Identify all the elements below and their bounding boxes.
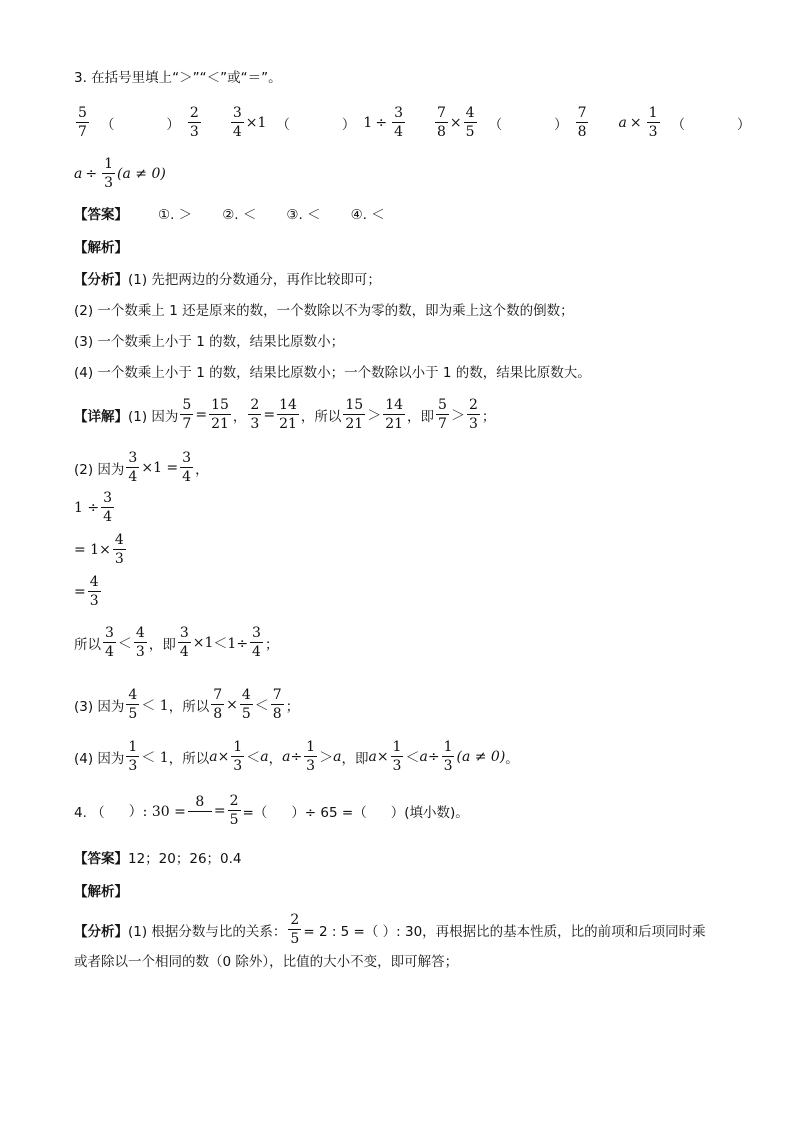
jiexi-tag: 【解析】	[74, 240, 128, 256]
text: (2) 因为	[74, 461, 125, 478]
num: 3	[105, 625, 114, 641]
den: 4	[103, 509, 113, 525]
num: 3	[103, 490, 113, 506]
paren-open: （	[671, 116, 685, 133]
den: 5	[465, 124, 475, 140]
num: 14	[385, 397, 404, 413]
frac	[134, 626, 147, 659]
frac	[211, 688, 224, 721]
var-a: a	[333, 748, 342, 765]
text: ＞	[319, 749, 334, 766]
frac	[240, 688, 253, 721]
fenxi-tag: 【分析】	[74, 923, 128, 940]
q3-fenxi-4	[74, 361, 591, 381]
answer-tag: 【答案】	[74, 207, 128, 223]
text: ＜ 1	[141, 749, 169, 766]
lt: ＜	[117, 635, 132, 652]
text: ；	[285, 698, 300, 715]
q3-title-text: 3. 在括号里填上“＞”“＜”或“＝”。	[74, 70, 282, 86]
text: ）(填小数)。	[390, 804, 469, 821]
den: 4	[128, 469, 138, 485]
frac	[101, 491, 114, 524]
num: 2	[189, 105, 199, 121]
question-4	[74, 794, 469, 827]
num: 7	[436, 105, 446, 121]
frac-1-3	[647, 106, 660, 139]
answer-tag: 【答案】	[74, 851, 128, 867]
text: ；	[264, 636, 279, 653]
eq: =	[263, 406, 276, 423]
text: (1) 根据分数与比的关系：	[128, 923, 287, 940]
frac	[113, 533, 126, 566]
var-a: a	[209, 748, 218, 765]
den: 5	[128, 706, 138, 722]
text: ÷	[290, 748, 303, 765]
text: 4. （	[74, 804, 105, 821]
paren-open: （	[488, 116, 503, 133]
num: 8	[195, 793, 205, 810]
den: 3	[89, 593, 99, 609]
text: (3) 因为	[74, 698, 125, 715]
text: = 1×	[74, 541, 111, 558]
den: 21	[385, 416, 404, 432]
q3-fenxi-2	[74, 299, 574, 319]
text: 或者除以一个相同的数（0 除外），比值的大小不变，即可解答；	[74, 954, 459, 970]
var-a: a	[74, 165, 83, 182]
paren-open: （	[100, 116, 115, 133]
den: 3	[250, 416, 260, 432]
den: 21	[211, 416, 229, 432]
q4-jiexi	[74, 880, 128, 900]
text: ＜	[246, 749, 261, 766]
num: 3	[128, 450, 138, 466]
frac-5-7	[76, 106, 89, 139]
num: 1	[128, 739, 138, 755]
text: ÷	[427, 748, 440, 765]
den: 7	[438, 416, 447, 432]
den: 3	[392, 758, 402, 774]
num: 1	[443, 739, 453, 755]
frac	[250, 626, 263, 659]
frac	[88, 575, 101, 608]
var-a: a	[618, 114, 627, 131]
num: 4	[135, 625, 145, 641]
var-a: a	[368, 748, 377, 765]
num: 2	[290, 912, 300, 928]
text: ×	[226, 696, 238, 713]
den: 3	[648, 124, 658, 140]
text: ；	[481, 408, 496, 425]
text: ×1 =	[141, 459, 179, 476]
text: ，即	[341, 750, 369, 767]
var-a: a	[419, 748, 428, 765]
den: 8	[436, 124, 446, 140]
den-blank[interactable]	[188, 811, 212, 827]
den: 3	[114, 551, 124, 567]
den: 3	[443, 758, 453, 774]
text: 1 ÷	[74, 499, 100, 516]
frac-3-4	[231, 106, 244, 139]
q3-detail-2-step1	[74, 491, 116, 524]
text: = 2 : 5 =（ ）: 30，再根据比的基本性质，比的前项和后项同时乘	[303, 923, 706, 940]
num: 4	[89, 574, 99, 590]
text: ＜1÷	[213, 635, 249, 652]
q4-answer-line	[74, 847, 242, 867]
num: 1	[392, 739, 402, 755]
den: 8	[272, 706, 282, 722]
text: ×1	[192, 634, 214, 651]
frac-1-3	[102, 157, 115, 190]
q3-jiexi	[74, 236, 128, 256]
var-a: a	[282, 748, 291, 765]
den: 3	[135, 644, 145, 660]
paren-open: （	[276, 116, 290, 133]
den: 5	[241, 706, 251, 722]
den: 21	[279, 416, 297, 432]
q4-fenxi-1	[74, 913, 706, 946]
q3-detail-2-step2	[74, 533, 128, 566]
den: 4	[182, 469, 192, 485]
one: 1	[363, 114, 373, 131]
fenxi-text: (1) 先把两边的分数通分，再作比较即可；	[128, 272, 381, 288]
num: 1	[233, 739, 243, 755]
frac	[180, 451, 193, 484]
var-a: a	[260, 748, 269, 765]
num: 7	[272, 687, 282, 703]
text: (4) 因为	[74, 750, 125, 767]
q3-detail-3	[74, 688, 299, 721]
text: ）: 30 =	[128, 803, 186, 820]
text: 。	[505, 750, 519, 767]
text: ，	[195, 461, 209, 478]
den: 8	[577, 124, 587, 140]
times-sign: ×	[449, 114, 462, 131]
fenxi-text: (4) 一个数乘上小于 1 的数，结果比原数小；一个数除以小于 1 的数，结果比原数大。	[74, 365, 591, 381]
frac	[180, 398, 193, 431]
den: 3	[104, 175, 114, 191]
frac	[178, 626, 191, 659]
text: =	[213, 802, 226, 819]
frac	[209, 398, 231, 431]
den: 4	[394, 124, 403, 140]
paren-close: ）	[737, 116, 751, 133]
text: (1) 因为	[128, 408, 179, 425]
text: ，即	[407, 408, 435, 425]
text: ＜	[254, 697, 269, 714]
text: ，所以	[168, 750, 210, 767]
frac	[231, 740, 244, 773]
eq: =	[195, 406, 208, 423]
num: 5	[78, 105, 87, 121]
answer-text: 12；20；26；0.4	[128, 851, 242, 867]
num: 1	[104, 156, 114, 172]
text: ）÷ 65 =（	[291, 804, 367, 821]
den: 21	[345, 416, 364, 432]
num: 3	[182, 450, 192, 466]
q3-fenxi-1	[74, 268, 381, 288]
frac	[383, 398, 405, 431]
num: 15	[345, 397, 364, 413]
num: 7	[213, 687, 223, 703]
frac	[248, 398, 261, 431]
frac-3-4-r	[392, 106, 405, 139]
text: ＜	[405, 749, 420, 766]
text: (a ≠ 0)	[456, 748, 506, 765]
frac	[103, 626, 116, 659]
num: 3	[252, 625, 261, 641]
paren-close: ）	[166, 116, 180, 133]
den: 3	[128, 758, 138, 774]
text: ，所以	[300, 408, 342, 425]
den: 3	[189, 124, 199, 140]
frac	[277, 398, 299, 431]
num: 2	[229, 793, 239, 809]
q3-item-e	[74, 157, 166, 190]
frac-4-5	[464, 106, 477, 139]
sep: ，	[232, 408, 247, 425]
num: 4	[241, 687, 251, 703]
num: 7	[577, 105, 587, 121]
q3-detail-2-conclusion	[74, 626, 278, 659]
frac-8-blank	[188, 795, 212, 827]
paren-close: ）	[341, 116, 356, 133]
text: ，所以	[168, 698, 210, 715]
num: 4	[114, 532, 124, 548]
div-sign: ÷	[375, 114, 388, 131]
den: 7	[182, 416, 192, 432]
num: 3	[394, 105, 403, 121]
text: =	[74, 583, 86, 600]
den: 8	[213, 706, 223, 722]
paren-close: ）	[554, 116, 568, 133]
text: ＜ 1	[141, 697, 169, 714]
answer-2: ②. ＜	[222, 207, 257, 223]
frac	[304, 740, 317, 773]
num: 2	[468, 397, 478, 413]
answer-4: ④. ＜	[350, 207, 385, 223]
frac-2-3	[188, 106, 201, 139]
div-sign: ÷	[85, 165, 98, 182]
gt: ＞	[367, 407, 382, 424]
den: 4	[179, 644, 189, 660]
q4-fenxi-2	[74, 950, 458, 970]
text: ，即	[148, 636, 176, 653]
q3-answer-line	[74, 203, 385, 223]
den: 3	[306, 758, 316, 774]
frac	[442, 740, 455, 773]
q3-detail-4	[74, 740, 519, 773]
frac	[126, 688, 139, 721]
frac	[391, 740, 404, 773]
frac	[126, 451, 139, 484]
den: 5	[290, 931, 300, 947]
num: 4	[128, 687, 138, 703]
den: 3	[468, 416, 478, 432]
frac-2-5	[288, 913, 301, 946]
frac	[343, 398, 365, 431]
num: 3	[232, 105, 242, 121]
num: 15	[211, 397, 229, 413]
text: ×	[217, 748, 230, 765]
text: ×	[376, 748, 389, 765]
den: 7	[78, 124, 87, 140]
den: 3	[233, 758, 243, 774]
answer-1: ①. ＞	[158, 207, 193, 223]
den: 4	[105, 644, 114, 660]
num: 5	[438, 397, 447, 413]
frac	[271, 688, 284, 721]
text: =（	[242, 804, 268, 821]
q3-detail-2	[74, 451, 209, 484]
den: 5	[229, 812, 239, 828]
frac	[467, 398, 480, 431]
gt: ＞	[450, 407, 465, 424]
text: ，	[268, 750, 283, 767]
num: 2	[250, 397, 260, 413]
num: 4	[465, 105, 475, 121]
num: 1	[306, 739, 316, 755]
detail-tag: 【详解】	[74, 408, 128, 425]
fenxi-tag: 【分析】	[74, 272, 128, 288]
answer-3: ③. ＜	[286, 207, 321, 223]
num: 3	[179, 625, 189, 641]
q3-item-row	[74, 106, 751, 139]
times-sign: ×	[629, 114, 642, 131]
num: 1	[648, 105, 658, 121]
times-one: ×1	[245, 114, 267, 131]
den: 4	[252, 644, 261, 660]
frac	[436, 398, 449, 431]
den: 4	[232, 124, 242, 140]
question-3-title	[74, 66, 282, 86]
q3-detail-2-step3	[74, 575, 103, 608]
num: 5	[182, 397, 192, 413]
frac-7-8-r	[576, 106, 589, 139]
q3-fenxi-3	[74, 330, 344, 350]
frac-2-5	[228, 794, 241, 827]
jiexi-tag: 【解析】	[74, 884, 128, 900]
num: 14	[279, 397, 297, 413]
fenxi-text: (2) 一个数乘上 1 还是原来的数，一个数除以不为零的数，即为乘上这个数的倒数；	[74, 303, 574, 319]
fenxi-text: (3) 一个数乘上小于 1 的数，结果比原数小；	[74, 334, 345, 350]
frac	[126, 740, 139, 773]
frac-7-8	[435, 106, 448, 139]
q3-detail-1	[74, 398, 495, 431]
text: 所以	[74, 636, 101, 653]
condition: (a ≠ 0)	[117, 165, 166, 182]
